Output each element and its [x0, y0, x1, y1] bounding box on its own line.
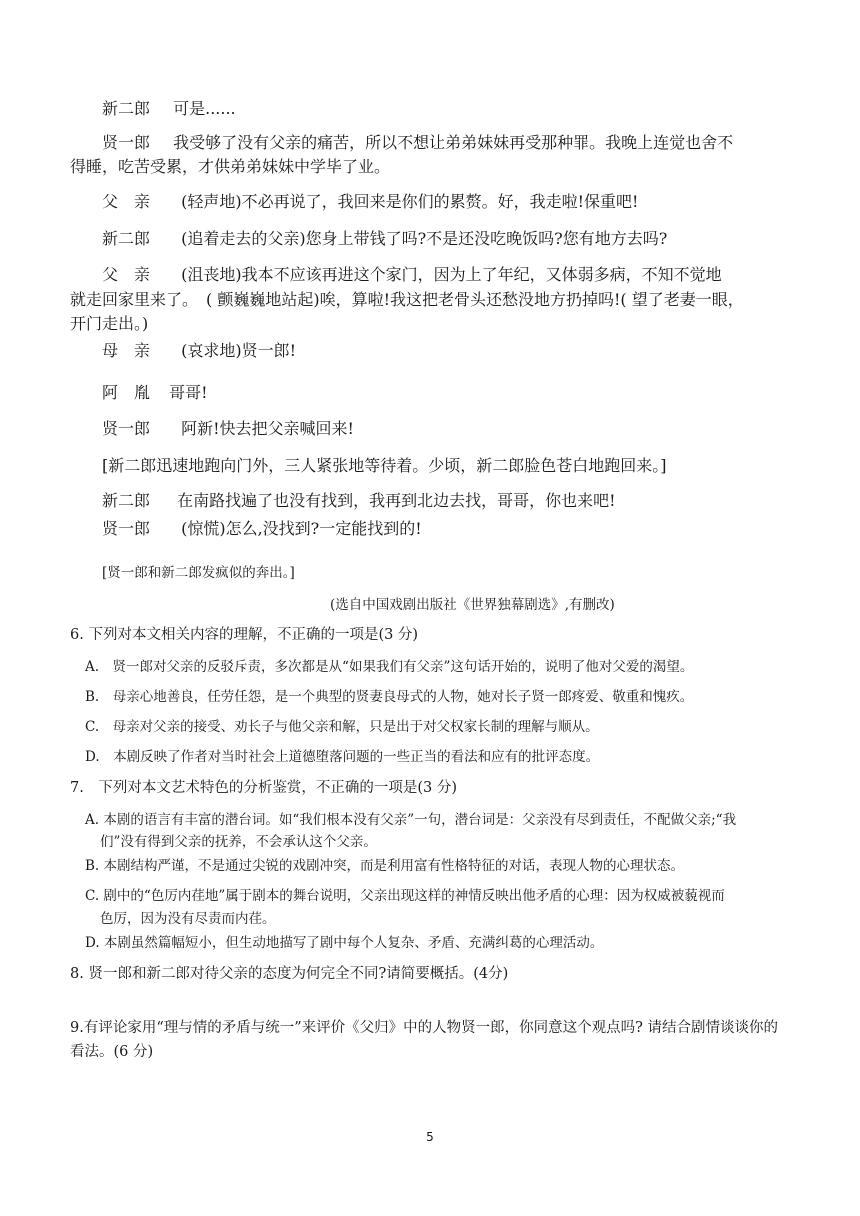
dialogue-line [102, 518, 422, 540]
speaker-label: 贤一郎 [102, 419, 151, 438]
question-6-stem: 6. 下列对本文相关内容的理解，不正确的一项是(3 分) [70, 627, 419, 643]
dialogue-line [102, 132, 733, 154]
dialogue-text-continued: 得睡，吃苦受累，才供弟弟妹妹中学毕了业。 [70, 157, 391, 176]
question-6-option-c: C. 母亲对父亲的接受、劝长子与他父亲和解，只是出于对父权家长制的理解与顺从。 [85, 719, 599, 735]
question-6-option-a: A. 贤一郎对父亲的反驳斥责，多次都是从“如果我们有父亲”这句话开始的，说明了他对父爱的渴望。 [85, 659, 694, 675]
question-7-option-b: B. 本剧结构严谨，不是通过尖锐的戏剧冲突，而是利用富有性格特征的对话，表现人物的心理状态。 [85, 858, 685, 874]
dialogue-line [102, 228, 667, 250]
question-7-option-a-continued: 们”没有得到父亲的抚养，不会承认这个父亲。 [100, 834, 377, 850]
question-7-option-d: D. 本剧虽然篇幅短小，但生动地描写了剧中每个人复杂、矛盾、充满纠葛的心理活动。 [85, 935, 604, 951]
question-7-option-a: A. 本剧的语言有丰富的潜台词。如“我们根本没有父亲”一句，潜台词是：父亲没有尽到责任，不配做父亲;“我 [85, 812, 737, 828]
question-7-option-c-continued: 色厉，因为没有尽责而内荏。 [100, 911, 276, 927]
source-citation: (选自中国戏剧出版社《世界独幕剧选》,有删改) [330, 597, 615, 613]
dialogue-line [102, 191, 638, 213]
question-6-option-b: B. 母亲心地善良，任劳任怨，是一个典型的贤妻良母式的人物，她对长子贤一郎疼爱、敬重和愧疚。 [85, 689, 694, 705]
speaker-label: 母 亲 [102, 341, 151, 360]
dialogue-line [102, 264, 722, 286]
stage-direction: [贤一郎和新二郎发疯似的奔出。] [102, 565, 295, 581]
dialogue-text: 在南路找遍了也没有找到，我再到北边去找，哥哥，你也来吧! [177, 491, 616, 510]
dialogue-text-continued: 开门走出。) [70, 314, 149, 333]
question-7-stem: 7. 下列对本文艺术特色的分析鉴赏，不正确的一项是(3 分) [70, 780, 457, 796]
speaker-label: 贤一郎 [102, 133, 151, 152]
dialogue-text: (沮丧地)我本不应该再进这个家门，因为上了年纪，又体弱多病，不知不觉地 [181, 265, 722, 284]
speaker-label: 新二郎 [102, 99, 151, 118]
question-9-stem-continued: 看法。(6 分) [70, 1044, 154, 1060]
dialogue-line [102, 340, 296, 362]
dialogue-text: (哀求地)贤一郎! [181, 341, 297, 360]
dialogue-line [102, 382, 208, 404]
speaker-label: 贤一郎 [102, 519, 151, 538]
dialogue-text: 阿新!快去把父亲喊回来! [181, 419, 354, 438]
question-6-option-d: D. 本剧反映了作者对当时社会上道德堕落问题的一些正当的看法和应有的批评态度。 [85, 749, 600, 765]
speaker-label: 新二郎 [102, 491, 151, 510]
dialogue-text: (追着走去的父亲)您身上带钱了吗?不是还没吃晚饭吗?您有地方去吗? [181, 229, 668, 248]
question-9-stem: 9.有评论家用“理与情的矛盾与统一”来评价《父归》中的人物贤一郎，你同意这个观点吗? 请结合剧情谈谈你的 [70, 1020, 779, 1036]
question-7-option-c: C. 剧中的“色厉内荏地”属于剧本的舞台说明，父亲出现这样的神情反映出他矛盾的心理：因为权威被藐视而 [85, 888, 725, 904]
dialogue-text: (轻声地)不必再说了，我回来是你们的累赘。好，我走啦!保重吧! [181, 192, 639, 211]
page-number: 5 [426, 1130, 434, 1144]
dialogue-line [102, 490, 616, 512]
speaker-label: 阿 胤 [102, 383, 151, 402]
dialogue-text: 可是...... [173, 99, 236, 118]
speaker-label: 父 亲 [102, 265, 151, 284]
dialogue-line [102, 418, 354, 440]
dialogue-text: 哥哥! [169, 383, 208, 402]
speaker-label: 新二郎 [102, 229, 151, 248]
speaker-label: 父 亲 [102, 192, 151, 211]
stage-direction: [新二郎迅速地跑向门外，三人紧张地等待着。少顷，新二郎脸色苍白地跑回来。] [102, 456, 667, 475]
dialogue-line [102, 98, 236, 120]
question-8-stem: 8. 贤一郎和新二郎对待父亲的态度为何完全不同?请简要概括。(4分) [70, 966, 509, 982]
dialogue-text-continued: 就走回家里来了。 ( 颤巍巍地站起)唉，算啦!我这把老骨头还愁没地方扔掉吗!( 望了老妻一眼， [70, 290, 744, 309]
dialogue-text: (惊慌)怎么,没找到?一定能找到的! [181, 519, 422, 538]
dialogue-text: 我受够了没有父亲的痛苦，所以不想让弟弟妹妹再受那种罪。我晚上连觉也舍不 [173, 133, 734, 152]
